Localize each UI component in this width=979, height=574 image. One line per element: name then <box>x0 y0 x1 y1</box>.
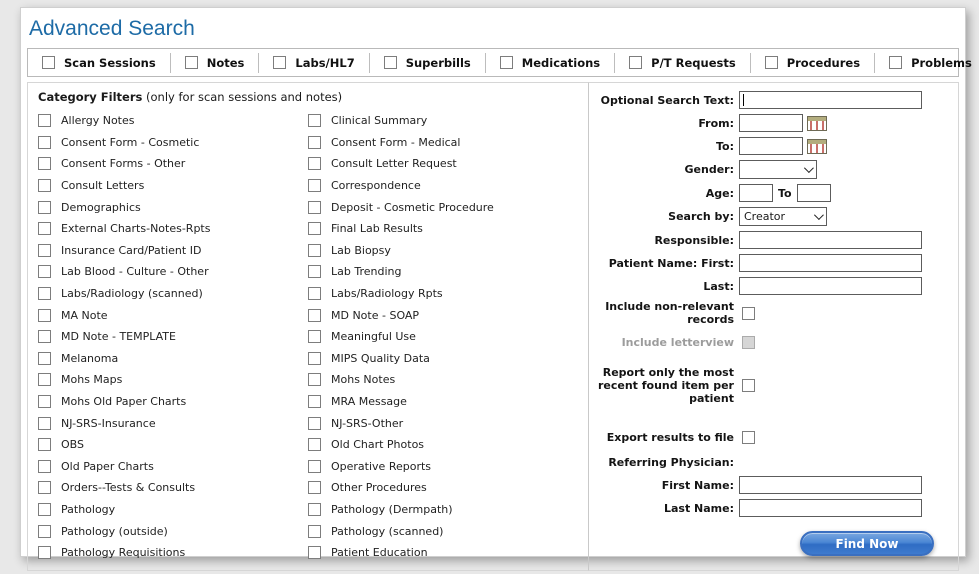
category-filter-label: Melanoma <box>61 351 119 365</box>
to-date-input[interactable] <box>739 137 803 155</box>
find-now-row <box>589 531 948 564</box>
category-filter-clinical-summary[interactable] <box>308 110 578 132</box>
record-type-tab-row <box>27 48 972 77</box>
category-filter-label: Clinical Summary <box>331 114 428 128</box>
checkbox[interactable] <box>308 309 321 322</box>
age-to-input[interactable] <box>797 184 831 202</box>
include-non-relevant-row <box>589 300 948 326</box>
category-filter-label: Pathology Requisitions <box>61 546 186 560</box>
category-filter-insurance-card-patient-id[interactable] <box>38 240 308 262</box>
category-filter-label: Lab Trending <box>331 265 402 279</box>
category-filter-md-note-soap[interactable] <box>308 304 578 326</box>
checkbox[interactable] <box>38 503 51 516</box>
checkbox[interactable] <box>308 179 321 192</box>
checkbox[interactable] <box>38 157 51 170</box>
category-filter-pathology-requisitions[interactable] <box>38 542 308 564</box>
category-filter-label: MA Note <box>61 308 108 322</box>
gender-label: Gender: <box>684 163 734 176</box>
category-filter-label: Pathology <box>61 502 116 516</box>
checkbox[interactable] <box>308 503 321 516</box>
search-by-label: Search by: <box>668 210 734 223</box>
category-filters-columns <box>38 110 578 563</box>
category-filter-nj-srs-other[interactable] <box>308 412 578 434</box>
category-filter-mips-quality-data[interactable] <box>308 348 578 370</box>
category-filter-label: Old Paper Charts <box>61 459 154 473</box>
checkbox[interactable] <box>38 460 51 473</box>
tab-notes[interactable] <box>171 56 259 70</box>
category-filter-label: Orders--Tests & Consults <box>61 481 196 495</box>
checkbox[interactable] <box>308 438 321 451</box>
tab-label: Problems <box>911 55 972 70</box>
tab-problems[interactable] <box>875 56 979 70</box>
checkbox[interactable] <box>273 56 286 69</box>
referring-last-name-row <box>589 499 948 517</box>
tab-label: Scan Sessions <box>64 55 156 70</box>
patient-last-name-label: Last: <box>703 279 734 293</box>
checkbox[interactable] <box>384 56 397 69</box>
checkbox[interactable] <box>500 56 513 69</box>
advanced-search-card <box>20 7 972 560</box>
referring-first-name-row <box>589 476 948 494</box>
category-filter-label: Operative Reports <box>331 459 432 473</box>
tab-p-t-requests[interactable] <box>615 56 750 70</box>
category-filter-mohs-old-paper-charts[interactable] <box>38 391 308 413</box>
category-filter-consent-form-medical[interactable] <box>308 132 578 154</box>
category-filter-label: External Charts-Notes-Rpts <box>61 222 211 236</box>
checkbox[interactable] <box>629 56 642 69</box>
category-filter-old-paper-charts[interactable] <box>38 456 308 478</box>
checkbox[interactable] <box>38 417 51 430</box>
category-filter-label: Final Lab Results <box>331 222 423 236</box>
category-filter-labs-radiology-rpts[interactable] <box>308 283 578 305</box>
checkbox[interactable] <box>38 201 51 214</box>
checkbox[interactable] <box>308 136 321 149</box>
text-cursor <box>743 94 744 106</box>
chevron-down-icon <box>804 163 814 173</box>
include-letterview-row <box>589 333 948 351</box>
checkbox[interactable] <box>38 373 51 386</box>
category-filter-consent-forms-other[interactable] <box>38 153 308 175</box>
category-filter-old-chart-photos[interactable] <box>308 434 578 456</box>
checkbox[interactable] <box>38 114 51 127</box>
tab-labs-hl7[interactable] <box>259 56 368 70</box>
report-recent-checkbox[interactable] <box>742 379 755 392</box>
tab-superbills[interactable] <box>370 56 485 70</box>
patient-last-name-input[interactable] <box>739 277 922 295</box>
category-filter-correspondence[interactable] <box>308 175 578 197</box>
from-date-label: From: <box>698 116 734 130</box>
category-filter-label: Labs/Radiology Rpts <box>331 287 443 301</box>
tab-procedures[interactable] <box>751 56 874 70</box>
category-filter-label: MD Note - SOAP <box>331 308 420 322</box>
checkbox[interactable] <box>308 395 321 408</box>
category-filter-md-note-template[interactable] <box>38 326 308 348</box>
category-filter-external-charts-notes-rpts[interactable] <box>38 218 308 240</box>
category-filter-deposit-cosmetic-procedure[interactable] <box>308 196 578 218</box>
checkbox[interactable] <box>38 481 51 494</box>
category-filter-label: Consent Form - Cosmetic <box>61 135 200 149</box>
category-filter-obs[interactable] <box>38 434 308 456</box>
category-filter-mra-message[interactable] <box>308 391 578 413</box>
checkbox[interactable] <box>308 222 321 235</box>
search-by-select[interactable] <box>739 207 827 226</box>
checkbox[interactable] <box>308 114 321 127</box>
checkbox[interactable] <box>308 265 321 278</box>
checkbox[interactable] <box>38 546 51 559</box>
referring-physician-row <box>589 453 948 471</box>
category-filter-label: Pathology (Dermpath) <box>331 502 453 516</box>
checkbox[interactable] <box>38 136 51 149</box>
category-filter-label: Correspondence <box>331 179 421 193</box>
checkbox[interactable] <box>38 309 51 322</box>
checkbox[interactable] <box>308 157 321 170</box>
checkbox[interactable] <box>889 56 902 69</box>
category-filter-label: Patient Education <box>331 546 428 560</box>
category-filter-label: Old Chart Photos <box>331 438 425 452</box>
category-filter-label: MRA Message <box>331 395 407 409</box>
patient-first-name-row <box>589 254 948 272</box>
checkbox[interactable] <box>38 438 51 451</box>
gender-row <box>589 160 948 179</box>
category-filter-label: Consult Letters <box>61 179 145 193</box>
category-filter-orders-tests-consults[interactable] <box>38 477 308 499</box>
category-filter-other-procedures[interactable] <box>308 477 578 499</box>
category-filter-label: Lab Biopsy <box>331 243 391 257</box>
category-filter-label: Consent Forms - Other <box>61 157 186 171</box>
checkbox[interactable] <box>308 546 321 559</box>
category-filter-demographics[interactable] <box>38 196 308 218</box>
referring-first-name-label: First Name: <box>661 478 734 492</box>
tab-label: Medications <box>521 55 601 70</box>
checkbox[interactable] <box>308 244 321 257</box>
checkbox[interactable] <box>38 395 51 408</box>
checkbox[interactable] <box>308 352 321 365</box>
tab-medications[interactable] <box>486 56 614 70</box>
checkbox[interactable] <box>308 417 321 430</box>
referring-physician-label: Referring Physician: <box>608 455 734 469</box>
category-filter-label: Mohs Maps <box>61 373 123 387</box>
optional-search-text-row <box>589 91 948 109</box>
page-title: Advanced Search <box>29 17 195 40</box>
to-date-label: To: <box>716 139 734 153</box>
checkbox[interactable] <box>308 373 321 386</box>
checkbox[interactable] <box>308 525 321 538</box>
tab-label: Superbills <box>405 55 471 70</box>
category-filter-labs-radiology-scanned[interactable] <box>38 283 308 305</box>
category-filter-label: OBS <box>61 438 84 452</box>
category-filter-lab-biopsy[interactable] <box>308 240 578 262</box>
category-filter-label: Allergy Notes <box>61 114 135 128</box>
category-filter-patient-education[interactable] <box>308 542 578 564</box>
checkbox[interactable] <box>38 179 51 192</box>
age-range-row <box>589 184 948 202</box>
category-filter-label: Labs/Radiology (scanned) <box>61 287 203 301</box>
checkbox[interactable] <box>308 460 321 473</box>
search-by-select-value: Creator <box>744 210 786 223</box>
checkbox[interactable] <box>38 287 51 300</box>
category-filter-final-lab-results[interactable] <box>308 218 578 240</box>
referring-last-name-input[interactable] <box>739 499 922 517</box>
category-filter-ma-note[interactable] <box>38 304 308 326</box>
category-filters-heading: Category Filters <box>38 90 143 104</box>
category-filter-label: Other Procedures <box>331 481 427 495</box>
category-filter-label: NJ-SRS-Insurance <box>61 416 156 430</box>
include-letterview-checkbox <box>742 336 755 349</box>
chevron-down-icon <box>814 210 824 220</box>
category-filters-right-column <box>308 110 578 563</box>
category-filter-label: Consult Letter Request <box>331 157 457 171</box>
category-filter-pathology-scanned[interactable] <box>308 520 578 542</box>
category-filter-label: MD Note - TEMPLATE <box>61 330 176 344</box>
gender-select[interactable] <box>739 160 817 179</box>
referring-last-name-label: Last Name: <box>663 501 734 515</box>
calendar-icon[interactable] <box>807 116 827 131</box>
category-filter-label: Demographics <box>61 200 141 214</box>
calendar-icon[interactable] <box>807 139 827 154</box>
include-non-relevant-checkbox[interactable] <box>742 307 755 320</box>
category-filter-meaningful-use[interactable] <box>308 326 578 348</box>
category-filter-pathology[interactable] <box>38 499 308 521</box>
checkbox[interactable] <box>185 56 198 69</box>
category-filter-pathology-outside[interactable] <box>38 520 308 542</box>
checkbox[interactable] <box>42 56 55 69</box>
search-criteria-panel <box>588 82 959 571</box>
checkbox[interactable] <box>308 201 321 214</box>
category-filters-header <box>38 90 578 104</box>
checkbox[interactable] <box>38 525 51 538</box>
checkbox[interactable] <box>765 56 778 69</box>
checkbox[interactable] <box>38 352 51 365</box>
category-filter-consent-form-cosmetic[interactable] <box>38 132 308 154</box>
category-filter-consult-letter-request[interactable] <box>308 153 578 175</box>
patient-first-name-label: Patient Name: First: <box>608 256 734 270</box>
to-date-row <box>589 137 948 155</box>
tab-label: Labs/HL7 <box>295 55 355 70</box>
checkbox[interactable] <box>308 481 321 494</box>
category-filters-left-column <box>38 110 308 563</box>
tab-label: Procedures <box>786 55 861 70</box>
category-filter-label: Deposit - Cosmetic Procedure <box>331 200 494 214</box>
include-letterview-label: Include letterview <box>621 335 734 349</box>
category-filter-label: Mohs Notes <box>331 373 396 387</box>
category-filter-label: Pathology (scanned) <box>331 524 444 538</box>
tab-label: Notes <box>206 55 245 70</box>
include-non-relevant-label: Include non-relevant records <box>605 300 734 326</box>
category-filters-panel <box>27 82 589 571</box>
referring-first-name-input[interactable] <box>739 476 922 494</box>
age-to-label: To <box>778 186 792 200</box>
checkbox[interactable] <box>308 287 321 300</box>
category-filter-consult-letters[interactable] <box>38 175 308 197</box>
category-filter-label: Mohs Old Paper Charts <box>61 395 187 409</box>
category-filter-label: Lab Blood - Culture - Other <box>61 265 209 279</box>
category-filters-note: (only for scan sessions and notes) <box>146 90 343 104</box>
patient-last-name-row <box>589 277 948 295</box>
report-recent-row <box>589 366 948 405</box>
export-results-label: Export results to file <box>606 430 734 444</box>
responsible-row <box>589 231 948 249</box>
tab-label: P/T Requests <box>651 55 736 70</box>
from-date-input[interactable] <box>739 114 803 132</box>
age-label: Age: <box>705 186 734 200</box>
checkbox[interactable] <box>308 330 321 343</box>
category-filter-label: NJ-SRS-Other <box>331 416 404 430</box>
category-filter-label: Insurance Card/Patient ID <box>61 243 202 257</box>
category-filter-nj-srs-insurance[interactable] <box>38 412 308 434</box>
checkbox[interactable] <box>38 330 51 343</box>
age-from-input[interactable] <box>739 184 773 202</box>
content-area <box>27 82 959 571</box>
category-filter-label: MIPS Quality Data <box>331 351 430 365</box>
checkbox[interactable] <box>38 244 51 257</box>
export-results-row <box>589 428 948 446</box>
category-filter-mohs-maps[interactable] <box>38 369 308 391</box>
category-filter-label: Pathology (outside) <box>61 524 168 538</box>
optional-search-text-label: Optional Search Text: <box>600 93 734 107</box>
tab-scan-sessions[interactable] <box>28 56 170 70</box>
category-filter-mohs-notes[interactable] <box>308 369 578 391</box>
responsible-input[interactable] <box>739 231 922 249</box>
category-filter-label: Consent Form - Medical <box>331 135 461 149</box>
checkbox[interactable] <box>38 222 51 235</box>
category-filter-pathology-dermpath[interactable] <box>308 499 578 521</box>
patient-first-name-input[interactable] <box>739 254 922 272</box>
category-filter-melanoma[interactable] <box>38 348 308 370</box>
export-results-checkbox[interactable] <box>742 431 755 444</box>
category-filter-lab-blood-culture-other[interactable] <box>38 261 308 283</box>
from-date-row <box>589 114 948 132</box>
search-by-row <box>589 207 948 226</box>
checkbox[interactable] <box>38 265 51 278</box>
optional-search-text-input[interactable] <box>739 91 922 109</box>
find-now-button[interactable]: Find Now <box>800 531 934 556</box>
category-filter-lab-trending[interactable] <box>308 261 578 283</box>
responsible-label: Responsible: <box>654 233 734 247</box>
category-filter-label: Meaningful Use <box>331 330 416 344</box>
category-filter-operative-reports[interactable] <box>308 456 578 478</box>
category-filter-allergy-notes[interactable] <box>38 110 308 132</box>
report-recent-label: Report only the most recent found item per patient <box>597 366 734 405</box>
